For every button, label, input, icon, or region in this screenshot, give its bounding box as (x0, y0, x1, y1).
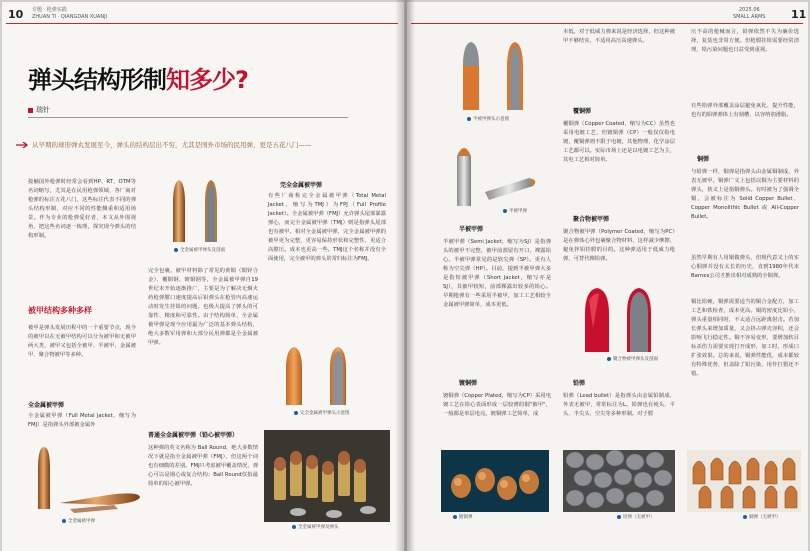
col3-note-text: 有些铅弹外部覆盖涂层避免氧化、提升性能，也有的铅弹弹体上有刻槽，以容纳润滑脂。 (691, 103, 799, 118)
fmj-cartridges-photo (264, 430, 390, 522)
copper-bullets-photo (687, 450, 801, 512)
fmj-bullets-image (30, 447, 142, 515)
semi-jacket-diagram-image (455, 40, 535, 112)
caption: 半被甲弹头示意图 (467, 116, 509, 122)
semi-jacket-photo (447, 134, 539, 208)
solid-text-2: 虽然早期有人用铜做弹头，但现代意义上的实心铜弹并没有太长的历史，直到1980年代末 Barnes公司才推出相对成熟的全铜弹。 (691, 255, 799, 279)
intro-text: 接触国外枪弹时经常会看到HP、RT、OTM等名词缩写，尤其是在民用枪弹领域，各厂商对枪弹的标注五花八门，这些标注代表不同的弹头结构形制，对应不同的性能侧重和适用场景。作为专业的枪弹爱好者，本文从外围视角，把这些名词逐一梳理，探究现今弹头的结构形制。 (28, 179, 136, 239)
page-number: 10 (8, 8, 24, 21)
copper-text: 覆铜弹（Copper Coated，缩写为CC）虽然也采用电镀工艺，但镀铜弹（CP）一般仅仅指电镀，覆铜弹则不限于电镀，其他物理、化学涂层工艺都可以。实际市场上还是以电镀工艺为主，其电工艺相对简单。 (563, 121, 675, 163)
tmj-text: 有些厂商称完全金属被甲弹（Total Metal Jacket，缩写为TMJ）为FPJ（Full Profile Jacket）。全金属被甲弹（FMJ）允许弹头尾部暴露弹心，而完全金属被甲弹（TMJ）则是指弹头尾部也有被甲。相对全金属被甲弹，完全金属被甲弹的被甲更为完整，更容易保持形状和完整性，更适合高膛压。成本也更高一些。TMJ这个名称并没有全面使用，完全被甲的弹头常常归标注为FMJ。 (268, 193, 386, 262)
left-page (2, 2, 404, 551)
article-title (28, 60, 248, 95)
title-main: 弹头结构形制 (28, 66, 166, 94)
polymer-text: 聚合物被甲弹（Polymer Coated，缩写为PC）是在弹体心外包裹聚合物材料，这样减少摩擦，避免抨铅挂膛的目的。这种弹适用于低威力枪弹，可替代裸铅弹。 (563, 229, 675, 262)
tmj-heading: 完全金属被甲弹 (280, 182, 323, 189)
caption: 全金属被甲弹 (62, 518, 95, 524)
caption: 半被甲弹 (503, 208, 527, 214)
fmj-cutaway-image (165, 180, 233, 246)
col2-text: 完全包裹。被甲材料除了常见的黄铜（铜锌合金）、覆铜钢、镀铜钢等，全金属被甲弹自19世纪末开始逐渐推广，主要是为了解决无烟火药枪弹膛口速度提高后铅弹头在枪管内高速运动时发生挂铅的问题，也极大提高了弹头的可靠性、精度和可靠性。由于结构简单、全金属被甲弹是现今应用最为广泛的基本弹头结构，绝大多数军用弹和大部分民用弹都是全金属被甲弹。 (148, 268, 258, 346)
running-head-date: 2025.06 (739, 7, 760, 13)
copper-plated-photo (441, 450, 549, 512)
fmj-heading: 全金属被甲弹 (28, 402, 65, 409)
page-number: 11 (791, 8, 807, 21)
plated-text: 镀铜弹（Copper Plated，缩写为CP）采用电镀工艺在铅心表面形成一层较薄的铜"被甲"，一般都是单层电亮。镀铜弹工艺简单，成 (443, 393, 551, 417)
lead-paragraph: 从早期的球形弹丸发展至今，弹头的结构层出不穷，尤其是国外市场的民用弹，更是五花八门—— (32, 141, 312, 149)
lead-text: 铅弹（Lead bullet）是指弹头由金属铅制成，外表无被甲，常常标注为L。铅弹也有钝头、平头、半尖头、空尖等多种形制。对于膛 (563, 393, 675, 417)
solid-text: 与铅弹一样，铜弹是指弹头由金属铜制成，外表无被甲。铜弹广义上包括以铜为主要材料的弹头，狭义上是指铜弹头。有时被为了强调全铜，会被标注为 Solid Copper Bullet、Copper Monolithic Bullet 或 All-Copper Bullet。 (691, 169, 799, 220)
tmj-diagram-image (280, 347, 360, 407)
top-text: 本低，对于低威力弹来说是经济选择，但这种被甲不够结实，不适用高压高速弹头。 (563, 29, 675, 44)
copper-heading: 覆铜弹 (573, 108, 592, 115)
header-rule (6, 23, 398, 24)
header-rule (411, 23, 803, 24)
ball-heading: 普通全金属被甲弹（铅心被甲弹） (148, 432, 239, 439)
right-page (407, 2, 808, 551)
caption: 聚合物被甲弹头及剖面 (607, 356, 658, 362)
caption: 镀铜弹 (453, 514, 473, 520)
section-heading: 被甲结构多种多样 (28, 306, 92, 315)
fmj-text: 全金属被甲弹（Full Metal Jacket，缩写为FMJ）是指弹头外部被金属外 (28, 413, 136, 428)
title-accent: 知多少? (166, 66, 248, 94)
caption: 全金属被甲弹及弹头 (292, 524, 339, 530)
divider (28, 117, 348, 118)
author-marker (28, 108, 33, 113)
lead-heading: 铅弹 (573, 380, 586, 387)
semi-text: 半被甲弹（Semi Jacket，缩写为SJ）是指弹头的被甲不完整，被甲前部留有开口，裸露铅心。半被甲弹常见的是软尖弹（SP）。更有人称为空尖弹（HP）。目前，提到半被甲弹大多是指短被甲弹（Short Jacket，缩写亦是SJ），其被甲较短，前部裸露出较多的铅心。早期枪弹有一些采用半被甲，加工工艺相较全金属被甲弹简单，成本更低。 (443, 239, 551, 308)
author: 瑞针 (36, 106, 50, 114)
caption: 全金属被甲弹头及剖面 (174, 247, 225, 253)
caption: 铅弹（无被甲） (617, 514, 655, 520)
running-head: 专题 · 枪弹实践 (32, 7, 67, 13)
running-head-pinyin: ZHUAN TI · QIANGDAN XUANJI (32, 14, 108, 20)
polymer-bullet-image (577, 288, 667, 354)
semi-heading: 半被甲弹 (459, 226, 484, 233)
caption: 铜弹（无被甲） (743, 514, 781, 520)
running-head-mag: SMALL ARMS (733, 14, 766, 20)
col3-top-text: 压不高的枪械而言，铅弹依然不失为廉价选择，复装也非常方便。但枪膛挂铅需要经常清理，铅污染问题也日益受到重视。 (691, 29, 799, 53)
spine-shadow (395, 0, 415, 551)
lead-arrow-icon (16, 142, 30, 148)
section-text: 被甲是弹头发展历程中的一个重要节点，现今的被甲以在无被甲结构可以分为被甲和无被甲两大类，被甲又包括全被甲、半被甲、金属被甲、聚合物被甲等多种。 (28, 325, 136, 358)
lead-bullets-photo (563, 450, 675, 512)
ball-text: 这种弹的英文名称为 Ball Round，绝大多数情况下就是指全金属被甲弹（FMJ），但这两个词也有细微的差别。FMJ只考虑被甲覆盖情况，弹心可以是钢心或复合结构；Ball Round仅指最简单的铅心被甲弹。 (148, 445, 258, 487)
caption: 完全金属被甲弹头示意图 (294, 410, 350, 416)
plated-heading: 镀铜弹 (459, 380, 478, 387)
solid-heading: 铜弹 (697, 156, 710, 163)
polymer-heading: 聚合物被甲弹 (573, 216, 610, 223)
solid-text-3: 铜比铅硬，铜弹需要适当的铜合金配方，加工工艺和铁检查，成本更高。铜的密度比铅小，弹头重量相同时，不太适合远距离射击。若加长弹头来增加质量，又会挤占弹壳容积，还会影响飞行稳定性。铜不容易变形，要增加软目标杀伤力需要实现打开成形，加工时，形成口扩张效果。总的来说，铜弹性能优，成本都较有特殊优势，但盖除了铅污染，用作打猎还不错。 (691, 299, 799, 377)
